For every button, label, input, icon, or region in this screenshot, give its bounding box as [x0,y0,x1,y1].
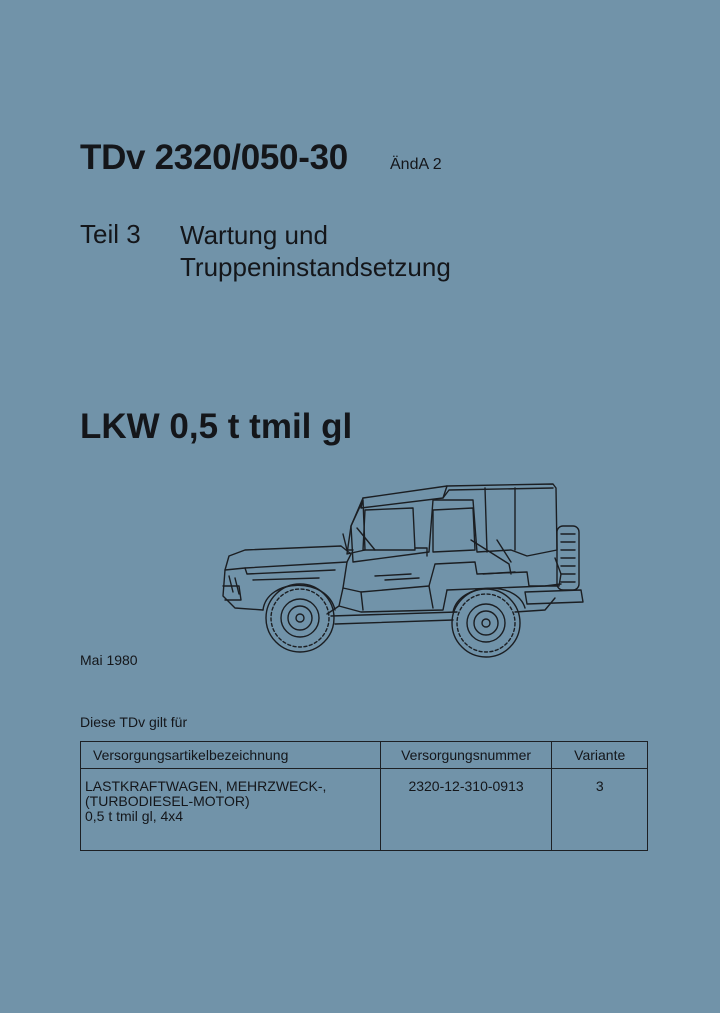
part-title-line: Wartung und [180,220,328,250]
designation-line: (TURBODIESEL-MOTOR) [85,793,250,809]
supply-table [80,741,648,851]
vehicle-illustration [215,478,587,668]
column-header: Versorgungsartikelbezeichnung [81,742,381,769]
designation-line: 0,5 t tmil gl, 4x4 [85,808,184,824]
table-row [81,769,648,851]
part-number: Teil 3 [80,219,141,249]
vehicle-title: LKW 0,5 t tmil gl [80,407,353,446]
front-wheel [263,584,335,652]
column-header: Variante [552,742,648,769]
table-header-row [81,742,648,769]
rear-wheel [452,588,525,657]
document-id: TDv 2320/050-30 [80,138,348,177]
variant-cell: 3 [552,769,648,851]
designation-cell [81,769,381,851]
supply-number-cell: 2320-12-310-0913 [380,769,552,851]
publication-date: Mai 1980 [80,652,138,668]
designation-line: LASTKRAFTWAGEN, MEHRZWECK-, [85,778,327,794]
amendment-note: ÄndA 2 [390,156,442,173]
part-title-line: Truppeninstandsetzung [180,252,451,282]
column-header: Versorgungsnummer [380,742,552,769]
validity-intro: Diese TDv gilt für [80,714,188,730]
part-title [180,219,451,283]
